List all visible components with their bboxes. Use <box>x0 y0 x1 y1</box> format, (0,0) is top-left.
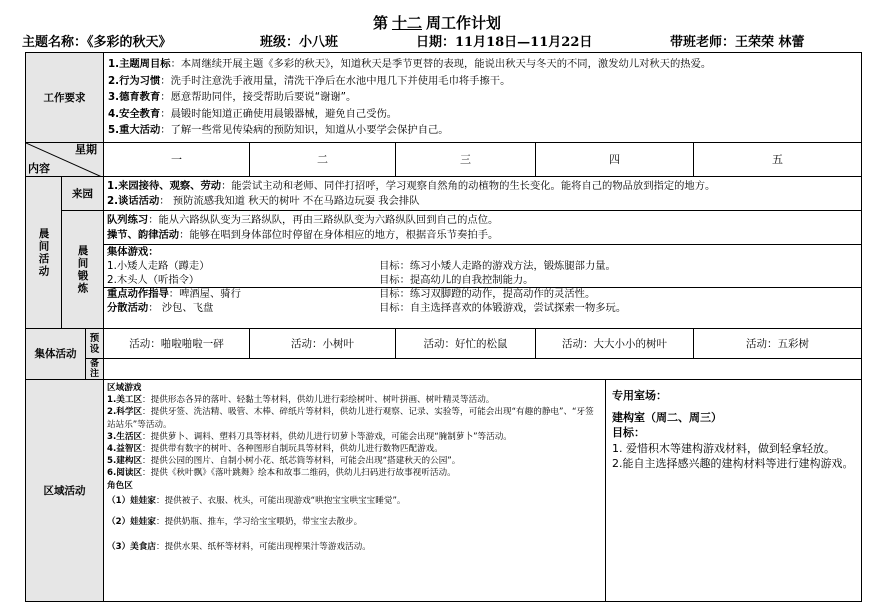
area-item: 3.生活区：提供萝卜、调料、塑料刀具等材料，供幼儿进行切萝卜等游戏，可能会出现“腌制萝卜”等活动。 <box>107 431 512 442</box>
area-item: 1.美工区：提供形态各异的落叶、轻黏土等材料，供幼儿进行彩绘树叶、树叶拼画、树叶精灵等活动。 <box>107 395 495 406</box>
special-room-name: 建构室（周二、周三） <box>612 410 723 424</box>
special-room-goal-label: 目标： <box>612 426 646 439</box>
weekly-plan-table <box>25 52 862 602</box>
weekday-corner-bottom: 内容 <box>28 162 50 175</box>
group-activity-wed: 活动：好忙的松鼠 <box>396 329 536 359</box>
day-fri: 五 <box>694 143 862 177</box>
exercise-games: 集体游戏： 1.小矮人走路（蹲走） 目标：练习小矮人走路的游戏方法，锻炼腿部力量。 2.木头人（听指令） 目标：提高幼儿的自我控制能力。 重点动作指导：啤酒屋、骑行 目标：练习双脚蹬的动作，提高动作的灵活性。 分散活动： 沙包、飞盘 目标：自主选择喜欢的体锻游戏，尝试探索一物多玩。 <box>104 245 862 329</box>
area-activity-label: 区域活动 <box>26 380 104 602</box>
requirement-3: 3.德育教育：愿意帮助同伴，接受帮助后要说“谢谢”。 <box>108 91 357 104</box>
requirement-1: 1.主题周目标：本周继续开展主题《多彩的秋天》，知道秋天是季节更替的表现，能说出秋天与冬天的不同，激发幼儿对秋天的热爱。 <box>108 58 712 71</box>
weekday-corner <box>26 143 104 177</box>
role-item: （2）娃娃家：提供奶瓶、推车，学习给宝宝喂奶，带宝宝去散步。 <box>107 517 363 528</box>
group-activity-mon: 活动：啪啦啪啦一砰 <box>104 329 250 359</box>
area-item: 6.阅读区：提供《秋叶飘》《落叶跳舞》绘本和故事二维码，供幼儿扫码进行故事视听活动。 <box>107 468 456 479</box>
role-item: （1）娃娃家：提供被子、衣服、枕头，可能出现游戏“哄抱宝宝哄宝宝睡觉”。 <box>107 495 406 506</box>
teachers: 带班老师：王荣荣 林蕾 <box>670 35 805 50</box>
page-title <box>0 12 874 33</box>
group-activity-tue: 活动：小树叶 <box>250 329 396 359</box>
theme-name: 主题名称：《多彩的秋天》 <box>22 35 172 50</box>
morning-activity-label: 晨间活动 <box>26 177 62 329</box>
group-activity-label: 集体活动 <box>26 329 86 380</box>
work-requirements-label: 工作要求 <box>26 53 104 143</box>
weekday-corner-top: 星期 <box>75 143 98 156</box>
special-room-goal-2: 2.能自主选择感兴趣的建构材料等进行建构游戏。 <box>612 457 854 470</box>
note-content <box>104 359 862 380</box>
group-activity-fri: 活动：五彩树 <box>694 329 862 359</box>
special-room <box>606 380 862 602</box>
area-item: 5.建构区：提供公园的图片、自制小树小花、纸芯筒等材料，可能会出现“搭建秋天的公园”。 <box>107 456 461 467</box>
title-prefix: 第 <box>372 14 388 32</box>
drill-content: 队列练习：能从六路纵队变为三路纵队，再由三路纵队变为六路纵队回到自己的点位。 操节、韵律活动：能够在唱到身体部位时停留在身体相应的地方，根据音乐节奏拍手。 <box>104 211 862 245</box>
area-item: 4.益智区：提供带有数字的树叶、各种图形自制玩具等材料，供幼儿进行数物匹配游戏。 <box>107 444 443 455</box>
area-item: 2.科学区：提供牙签、洗洁精、吸管、木棒、碎纸片等材料，供幼儿进行观察、记录、实验等，可能会出现“有趣的静电”、“牙签站站乐”等活动。 <box>107 407 594 430</box>
week-number: 十二 <box>391 14 422 32</box>
role-item: （3）美食店：提供水果、纸杯等材料，可能出现榨果汁等游戏活动。 <box>107 542 371 553</box>
day-thu: 四 <box>536 143 694 177</box>
arrival-content: 1.来园接待、观察、劳动：能尝试主动和老师、同伴打招呼，学习观察自然角的动植物的生长变化。能将自己的物品放到指定的地方。 2.谈话活动： 预防流感我知道 秋天的树叶 不在马路边玩耍 我会排队 <box>104 177 862 211</box>
preset-label: 预设 <box>86 329 104 359</box>
note-label: 备注 <box>86 359 104 380</box>
day-tue: 二 <box>250 143 396 177</box>
plan-info-bar <box>22 31 862 49</box>
area-games: 区域游戏 1.美工区：提供形态各异的落叶、轻黏土等材料，供幼儿进行彩绘树叶、树叶拼画、树叶精灵等活动。 2.科学区：提供牙签、洗洁精、吸管、木棒、碎纸片等材料，供幼儿进行观察、记录、实验等，可能会出现“有趣的静电”、“牙签站站乐”等活动。 3.生活区：提供萝卜、调料、塑料刀具等材料，供幼儿进行切萝卜等游戏，可能会出现“腌制萝卜”等活动。 4.益智区：提供带有数字的树叶、各种图形自制玩具等材料，供幼儿进行数物匹配游戏。 5.建构区：提供公园的图片、自制小树小花、纸芯筒等材料，可能会出现“搭建秋天的公园”。 6.阅读区：提供《秋叶飘》《落叶跳舞》绘本和故事二维码，供幼儿扫码进行故事视听活动。 角色区 （1）娃娃家：提供被子、衣服、枕头，可能出现游戏“哄抱宝宝哄宝宝睡觉”。 （2）娃娃家：提供奶瓶、推车，学习给宝宝喂奶，带宝宝去散步。 （3）美食店：提供水果、纸杯等材料，可能出现榨果汁等游戏活动。 <box>104 380 606 602</box>
day-mon: 一 <box>104 143 250 177</box>
requirement-2: 2.行为习惯：洗手时注意洗手液用量，清洗干净后在水池中甩几下并使用毛巾将手擦干。 <box>108 74 511 87</box>
requirement-5: 5.重大活动：了解一些常见传染病的预防知识，知道从小要学会保护自己。 <box>108 124 449 137</box>
special-room-goal-1: 1. 爱惜积木等建构游戏材料，做到轻拿轻放。 <box>612 441 836 455</box>
arrival-label: 来园 <box>62 177 104 211</box>
title-suffix: 周工作计划 <box>426 14 502 32</box>
work-requirements <box>104 53 862 143</box>
requirement-4: 4.安全教育：晨锻时能知道正确使用晨锻器械，避免自己受伤。 <box>108 107 398 120</box>
class-name: 班级：小八班 <box>260 35 339 50</box>
day-wed: 三 <box>396 143 536 177</box>
special-room-title: 专用室场： <box>612 389 668 402</box>
group-activity-thu: 活动：大大小小的树叶 <box>536 329 694 359</box>
date-range: 日期：11月18日—11月22日 <box>416 35 593 50</box>
morning-exercise-label: 晨间锻炼 <box>62 211 104 329</box>
